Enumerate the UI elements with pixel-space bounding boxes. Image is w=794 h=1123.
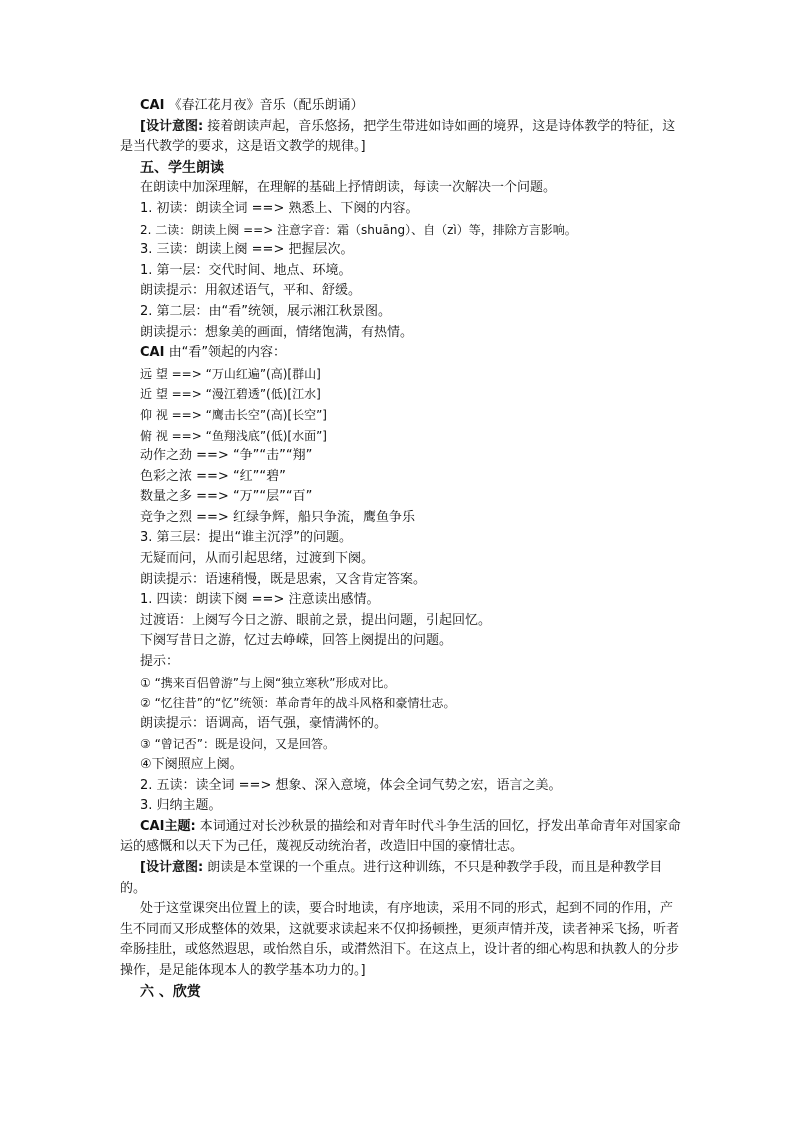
text-line: 3. 第三层：提出“谁主沉浮”的问题。 (140, 530, 353, 546)
text-line: 3. 归纳主题。 (140, 798, 222, 814)
text-line: ② “忆往昔”的“忆”统领：革命青年的战斗风格和豪情壮志。 (140, 696, 456, 711)
text-line: 过渡语：上阕写今日之游、眼前之景，提出问题，引起回忆。 (140, 612, 492, 628)
text-line: 远 望 ==> “万山红遍”(高)[群山] (140, 366, 321, 381)
design-intent-2-cont: 处于这堂课突出位置上的读，要合时地读，有序地读，采用不同的形式，起到不同的作用，产生不同而又形成整体的效果，这就要求读起来不仅抑扬顿挫，更须声情并茂，读者神采飞扬，听者牵肠挂肚，或悠然遐思，或怡然自乐，或潸然泪下。在这点上，设计者的细心构思和执教人的分步操作，是足能体现本人的教学基本功力的。] (120, 901, 680, 978)
design-intent-1: [设计意图: 接着朗读声起，音乐悠扬，把学生带进如诗如画的境界，这是诗体教学的特征，这是当代教学的要求，这是语文教学的规律。] (120, 118, 676, 155)
text-line: 竞争之烈 ==> 红绿争辉，船只争流，鹰鱼争乐 (140, 509, 415, 525)
text-line: 提示： (140, 654, 180, 670)
text-line: 近 望 ==> “漫江碧透”(低)[江水] (140, 387, 321, 402)
text-line: 下阕写昔日之游，忆过去峥嵘，回答上阕提出的问题。 (140, 633, 453, 649)
design-intent-2: [设计意图: 朗读是本堂课的一个重点。进行这种训练，不只是种教学手段，而且是种教学目的。 (120, 859, 663, 896)
text-line: 朗读提示：用叙述语气，平和、舒缓。 (140, 283, 362, 299)
section-heading-6: 六 、欣赏 (140, 983, 201, 1000)
text-line: ① “携来百侣曾游”与上阕“独立寒秋”形成对比。 (140, 675, 396, 690)
cai-tag: CAI (140, 98, 165, 113)
cai-look-line: CAI 由“看”领起的内容： (140, 345, 287, 361)
text-line: 俯 视 ==> “鱼翔浅底”(低)[水面”] (140, 428, 327, 443)
document-page (120, 96, 685, 1002)
text-line: 朗读提示：想象美的画面，情绪饱满，有热情。 (140, 324, 414, 340)
text-line: 数量之多 ==> “万”“层”“百” (140, 489, 313, 505)
text-line: 1. 第一层：交代时间、地点、环境。 (140, 262, 352, 278)
text-line: 2. 二读：朗读上阕 ==> 注意字音：霜（shuāng）、自（zì）等，排除方言影响。 (140, 222, 577, 237)
text-line: 3. 三读：朗读上阕 ==> 把握层次。 (140, 242, 354, 258)
section-heading-5: 五、学生朗读 (140, 159, 224, 176)
text-line: ③ “曾记否”：既是设问，又是回答。 (140, 737, 336, 752)
text-line: 仰 视 ==> “鹰击长空”(高)[长空”] (140, 407, 327, 422)
text-line: 色彩之浓 ==> “红”“碧” (140, 468, 286, 484)
cai-music-line: CAI 《春江花月夜》音乐（配乐朗诵） (140, 98, 364, 113)
cai-theme: CAI主题: 本词通过对长沙秋景的描绘和对青年时代斗争生活的回忆，抒发出革命青年对国家命运的感慨和以天下为己任，蔑视反动统治者，改造旧中国的豪情壮志。 (120, 818, 681, 855)
text-line: 无疑而问，从而引起思绪，过渡到下阕。 (140, 551, 375, 567)
text-line: 2. 五读：读全词 ==> 想象、深入意境，体会全词气势之宏，语言之美。 (140, 777, 562, 793)
text-line: ④下阕照应上阕。 (140, 757, 243, 772)
text-line: 1. 四读：朗读下阕 ==> 注意读出感情。 (140, 592, 380, 608)
text-line: 1. 初读：朗读全词 ==> 熟悉上、下阕的内容。 (140, 200, 419, 216)
text-line: 动作之劲 ==> “争”“击”“翔” (140, 448, 313, 464)
text-line: 朗读提示：语调高，语气强，豪情满怀的。 (140, 715, 388, 731)
text-line: 朗读提示：语速稍慢，既是思索，又含肯定答案。 (140, 571, 427, 587)
text-line: 在朗读中加深理解，在理解的基础上抒情朗读，每读一次解决一个问题。 (140, 180, 557, 196)
text-line: 2. 第二层：由“看”统领，展示湘江秋景图。 (140, 303, 392, 319)
